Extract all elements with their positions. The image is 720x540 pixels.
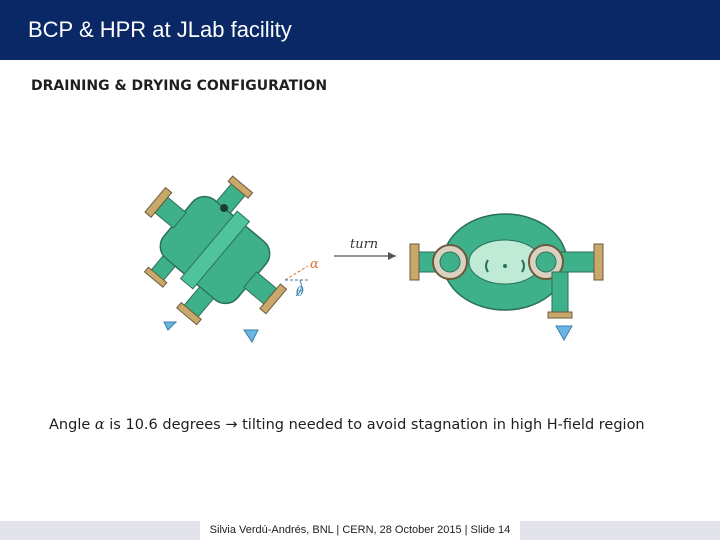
flow-arrow-left-2 <box>244 330 258 342</box>
flow-arrow-right <box>556 326 572 340</box>
caption-middle: is 10.6 degrees <box>104 417 226 433</box>
alpha-label: α <box>310 257 319 272</box>
section-heading: DRAINING & DRYING CONFIGURATION <box>31 78 328 94</box>
caption-symbol: α <box>94 417 105 433</box>
footer-box <box>200 521 520 540</box>
title-bar <box>0 0 720 60</box>
theta-label: θ <box>296 285 304 300</box>
caption <box>49 417 645 433</box>
flow-arrow-left-1 <box>164 322 176 330</box>
cavity-figure <box>120 170 610 370</box>
horizontal-cavity <box>410 214 603 318</box>
slide-title: BCP & HPR at JLab facility <box>28 17 292 42</box>
turn-label: turn <box>350 237 379 252</box>
cavity-diagram <box>120 170 610 370</box>
caption-suffix: tilting needed to avoid stagnation in high H-field region <box>237 417 645 433</box>
caption-arrow: → <box>225 417 238 433</box>
tilted-cavity <box>120 170 320 354</box>
footer-text: Silvia Verdú-Andrés, BNL | CERN, 28 October 2015 | Slide 14 <box>209 524 511 536</box>
caption-prefix: Angle <box>49 417 95 433</box>
